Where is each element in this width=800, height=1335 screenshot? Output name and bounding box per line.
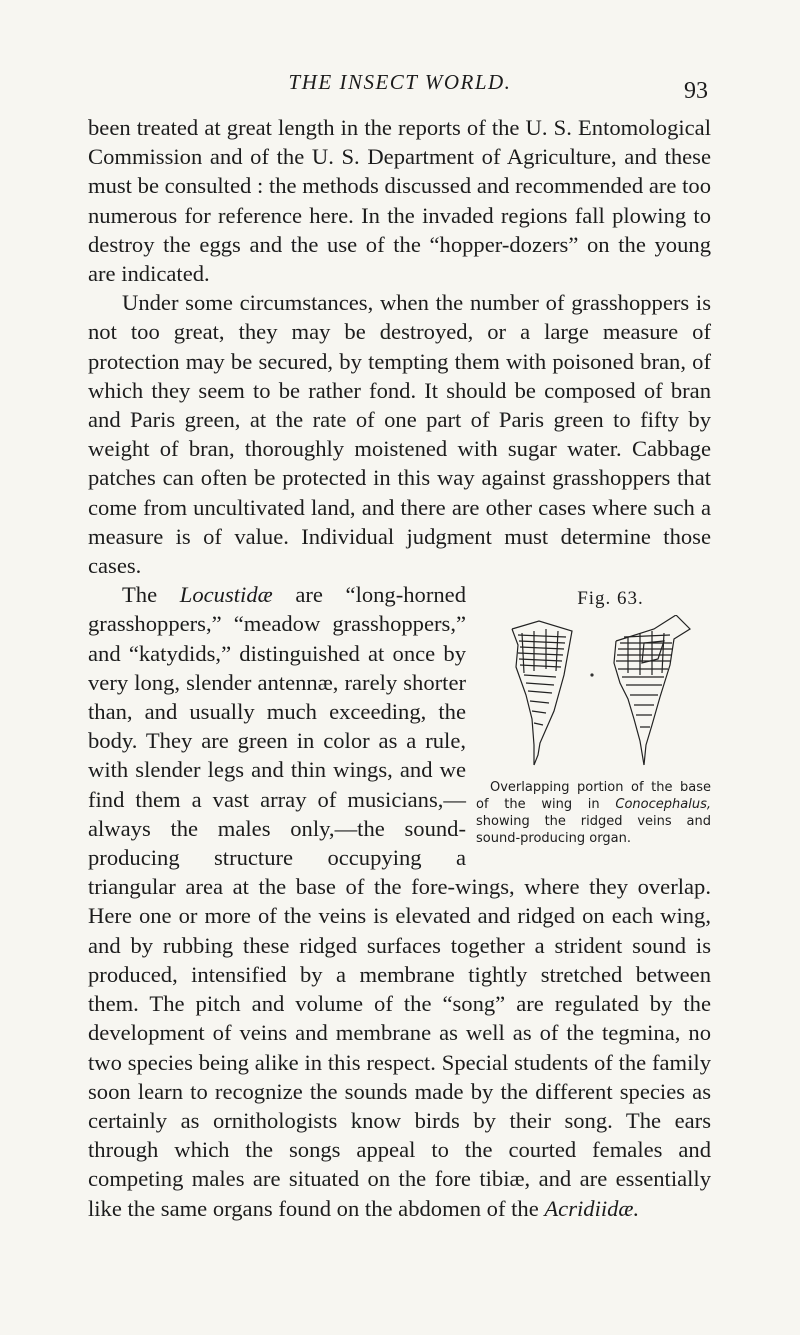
running-head bbox=[0, 70, 800, 102]
page-number: 93 bbox=[684, 78, 708, 104]
figure-label: Fig. 63. bbox=[577, 588, 644, 610]
paragraph-3-intro: The bbox=[122, 582, 158, 608]
paragraph-3 bbox=[88, 580, 711, 1222]
figure-63 bbox=[476, 580, 711, 847]
paragraph-2: Under some circumstances, when the number of grasshoppers is not too great, they may be destroyed, or a large measure of protection may be secured, by tempting them with poisoned bran, of which they seem to be rather fond. It should be composed of bran and Paris green, at the rate of one part of Paris green to fifty by weight of bran, thoroughly moistened with sugar water. Cabbage patches can often be protected in this way against grasshoppers that come from uncultivated land, and there are other cases where such a measure is of value. Individual judgment must determine those cases. bbox=[88, 290, 711, 579]
paragraph-1: been treated at great length in the reports of the U. S. Entomological Commission and of the U. S. Department of Agriculture, and these must be consulted : the methods discussed and recommended are too numerous for reference here. In the invaded regions fall plowing to destroy the eggs and the use of the “hopper-dozers” on the young are indicated. bbox=[88, 115, 711, 287]
taxon-locustidae: Locustidæ bbox=[179, 582, 273, 608]
running-title: THE INSECT WORLD. bbox=[288, 70, 512, 94]
body-text bbox=[88, 113, 711, 1223]
figure-caption bbox=[476, 779, 711, 847]
taxon-acridiidae: Acridiidæ. bbox=[544, 1195, 640, 1221]
caption-part-2: showing the ridged veins and sound-producing organ. bbox=[476, 814, 711, 847]
wing-illustration bbox=[476, 615, 711, 773]
caption-taxon: Conocephalus, bbox=[615, 797, 711, 813]
paragraph-3-text: are “long-horned grasshoppers,” “meadow grasshoppers,” and “katydids,” distinguished at once by very long, slender antennæ, rarely shorter than, and usually much exceeding, the body. They are green in color as a rule, with slender legs and thin wings, and we find them a vast array of musicians,—always the males only,—the sound-producing structure occupying a triangular area at the base of the fore-wings, where they overlap. Here one or more of the veins is elevated and ridged on each wing, and by rubbing these ridged surfaces together a strident sound is produced, intensified by a membrane tightly stretched between them. The pitch and volume of the “song” are regulated by the development of veins and membrane as well as of the tegmina, no two species being alike in this respect. Special students of the family soon learn to recognize the sounds made by the different species as certainly as ornithologists know birds by their song. The ears through which the songs appeal to the courted females and competing males are situated on the fore tibiæ, and are essentially like the same organs found on the abdomen of the bbox=[88, 582, 711, 1221]
caption-part-1: Overlapping portion of the base of the wing in bbox=[476, 780, 711, 813]
